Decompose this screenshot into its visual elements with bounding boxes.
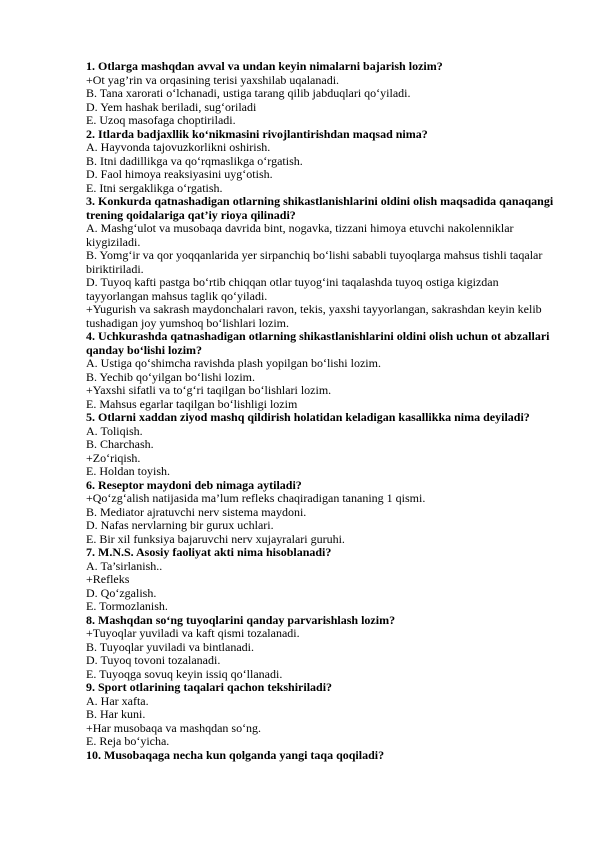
answer-option: A. Ustiga qo‘shimcha ravishda plash yopilgan bo‘lishi lozim. [86,356,381,370]
answer-option: A. Toliqish. [86,423,143,438]
answer-option: E. Tormozlanish. [86,599,168,613]
question-block [86,330,556,411]
answer-option: D. Yem hashak beriladi, sug‘oriladi [86,99,257,114]
answer-option: D. Faol himoya reaksiyasini uyg‘otish. [86,167,273,181]
question-block [86,195,556,330]
question-block [86,128,556,196]
answer-option: D. Tuyoq tovoni tozalanadi. [86,653,221,667]
question-text: 7. M.N.S. Asosiy faoliyat akti nima hisoblanadi? [86,545,332,559]
answer-option: E. Reja bo‘yicha. [86,734,170,748]
question-block [86,681,556,749]
answer-option: A. Har xafta. [86,693,149,708]
answer-option: B. Yechib qo‘yilgan bo‘lishi lozim. [86,369,255,384]
answer-option: B. Charchash. [86,437,154,451]
answer-option: E. Tuyoqga sovuq keyin issiq qo‘llanadi. [86,666,283,681]
question-block [86,60,556,128]
answer-option: E. Uzoq masofaga choptiriladi. [86,113,236,127]
question-list [86,60,556,762]
question-block [86,749,556,763]
answer-option: E. Itni sergaklikga o‘rgatish. [86,180,223,195]
question-text: 4. Uchkurashda qatnashadigan otlarning shikastlanishlarini oldini olish uchun ot abzallari qanday bo‘lishi lozim? [86,329,550,357]
question-block [86,614,556,682]
answer-option: A. Mashg‘ulot va musobaqa davrida bint, nogavka, tizzani himoya etuvchi nakolenniklar kiygiziladi. [86,221,514,249]
answer-option: +Yaxshi sifatli va to‘g‘ri taqilgan bo‘lishlari lozim. [86,383,332,397]
question-text: 10. Musobaqaga necha kun qolganda yangi taqa qoqiladi? [86,747,385,762]
answer-option: B. Yomg‘ir va qor yoqqanlarida yer sirpanchiq bo‘lishi sababli tuyoqlarga mahsus tishli taqalar biriktiriladi. [86,248,543,276]
question-text: 6. Reseptor maydoni deb nimaga aytiladi? [86,477,302,492]
answer-option: +Zo‘riqish. [86,450,141,465]
answer-option: D. Tuyoq kafti pastga bo‘rtib chiqqan otlar tuyog‘ini taqalashda tuyoq ostiga kigizdan tayyorlangan mahsus taglik qo‘yiladi. [86,275,499,303]
answer-option: B. Tuyoqlar yuviladi va bintlanadi. [86,639,254,654]
answer-option: B. Mediator ajratuvchi nerv sistema maydoni. [86,504,307,519]
answer-option: A. Hayvonda tajovuzkorlikni oshirish. [86,140,271,154]
question-text: 8. Mashqdan so‘ng tuyoqlarini qanday parvarishlash lozim? [86,612,396,627]
answer-option: B. Itni dadillikga va qo‘rqmaslikga o‘rgatish. [86,153,303,168]
answer-option: E. Mahsus egarlar taqilgan bo‘lishligi lozim [86,396,298,411]
answer-option: D. Qo‘zgalish. [86,585,157,600]
answer-option: +Har musobaqa va mashqdan so‘ng. [86,720,262,735]
answer-option: +Tuyoqlar yuviladi va kaft qismi tozalanadi. [86,626,300,640]
question-block [86,546,556,614]
answer-option: E. Holdan toyish. [86,464,170,478]
question-text: 5. Otlarni xaddan ziyod mashq qildirish holatidan keladigan kasallikka nima deyiladi? [86,410,530,424]
question-block [86,411,556,479]
question-text: 2. Itlarda badjaxllik ko‘nikmasini rivojlantirishdan maqsad nima? [86,126,428,141]
question-text: 1. Otlarga mashqdan avval va undan keyin nimalarni bajarish lozim? [86,59,443,73]
answer-option: B. Har kuni. [86,707,146,721]
question-block [86,479,556,547]
question-text: 3. Konkurda qatnashadigan otlarning shikastlanishlarini oldini olish maqsadida qanaqangi trening qoidalariga qat’iy rioya qilinadi? [86,194,554,222]
answer-option: +Yugurish va sakrash maydonchalari ravon, tekis, yaxshi tayyorlangan, sakrashdan keyin kelib tushadigan joy yumshoq bo‘lishlari lozim. [86,302,542,330]
answer-option: B. Tana xarorati o‘lchanadi, ustiga tarang qilib jabduqlari qo‘yiladi. [86,86,411,100]
answer-option: D. Nafas nervlarning bir gurux uchlari. [86,518,274,532]
answer-option: A. Ta’sirlanish.. [86,558,163,573]
answer-option: E. Bir xil funksiya bajaruvchi nerv xujayralari guruhi. [86,531,345,546]
answer-option: +Ot yag’rin va orqasining terisi yaxshilab uqalanadi. [86,72,340,87]
answer-option: +Refleks [86,572,130,586]
answer-option: +Qo‘zg‘alish natijasida ma’lum refleks chaqiradigan tananing 1 qismi. [86,491,426,505]
question-text: 9. Sport otlarining taqalari qachon tekshiriladi? [86,680,333,694]
